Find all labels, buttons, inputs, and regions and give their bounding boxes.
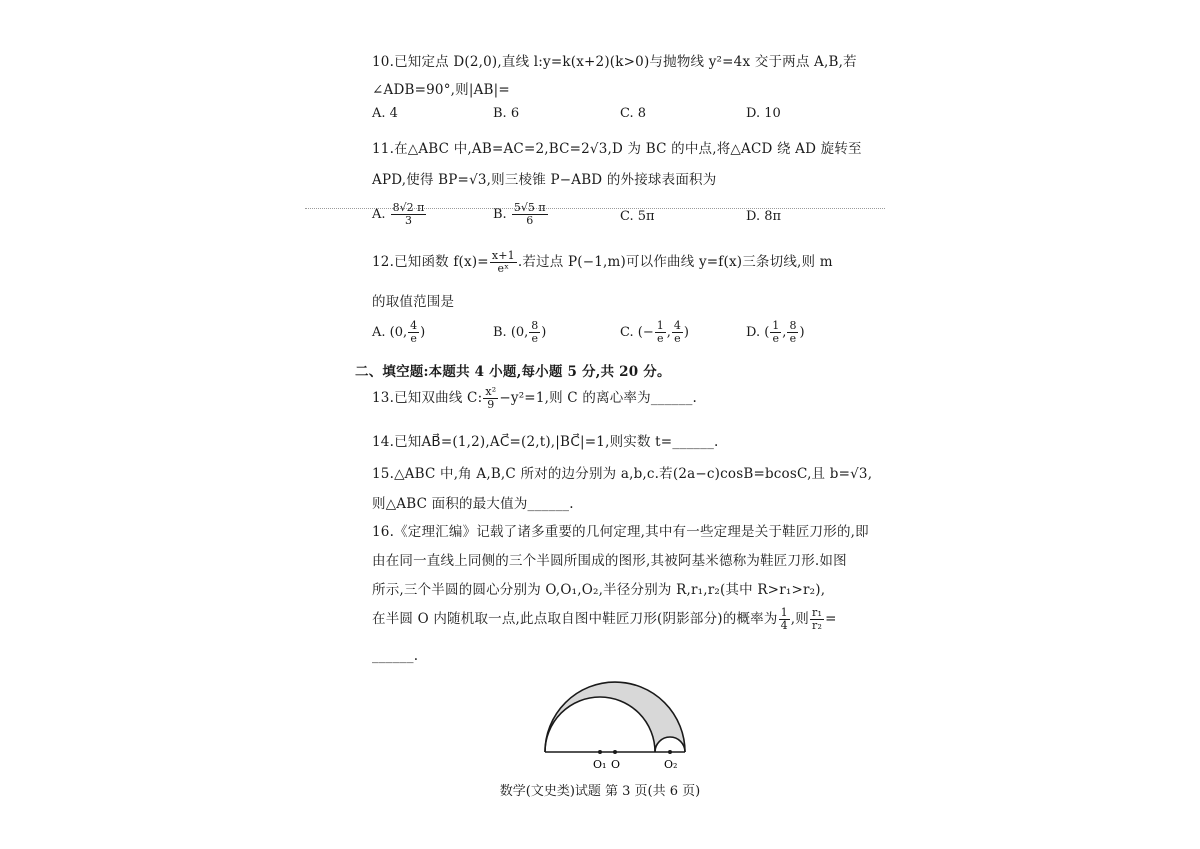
option-label: D. ( [746,325,770,340]
q13-line [372,386,697,411]
fraction [779,607,790,632]
numerator: 1 [656,319,664,332]
fraction [391,202,427,227]
numerator: 4 [673,319,681,332]
arbelos-figure [530,680,700,775]
fraction [529,320,540,345]
denominator: 6 [526,214,534,227]
q15-line2: 则△ABC 面积的最大值为______. [372,496,574,512]
page-footer: 数学(文史类)试题 第 3 页(共 6 页) [499,784,701,799]
q10-option-c: C. 8 [620,106,647,121]
numerator: 8 [531,319,539,332]
q16-line4-mid: ,则 [790,611,809,627]
numerator: 5√5 π [513,201,546,214]
numerator: x+1 [491,249,515,262]
q11-option-c: C. 5π [620,209,655,224]
denominator: e [772,332,780,345]
denominator: e [656,332,664,345]
fraction [672,320,683,345]
q16-line4-prefix: 在半圆 O 内随机取一点,此点取自图中鞋匠刀形(阴影部分)的概率为 [372,611,778,627]
q16-line3: 所示,三个半圆的圆心分别为 O,O₁,O₂,半径分别为 R,r₁,r₂(其中 R>r₁>r₂), [372,582,826,598]
q16-line4 [372,607,837,632]
q13-suffix: −y²=1,则 C 的离心率为______. [499,390,698,406]
option-label: B. (0, [493,325,529,340]
option-label: C. (− [620,325,654,340]
option-label: A. (0, [372,325,408,340]
q12-option-a [372,320,425,345]
section-heading: 二、填空题:本题共 4 小题,每小题 5 分,共 20 分。 [355,364,671,380]
q12-prefix: 12.已知函数 f(x)= [372,254,489,270]
q16-line4-end: = [825,611,837,627]
option-end: ) [420,325,426,340]
option-label: B. [493,207,507,222]
numerator: 8 [789,319,797,332]
q12-option-c [620,320,689,345]
denominator: e [410,332,417,345]
q11-option-a [372,202,427,227]
label-o1: O₁ [593,758,607,771]
q16-line2: 由在同一直线上同侧的三个半圆所围成的图形,其被阿基米德称为鞋匠刀形.如图 [372,553,847,569]
q16-line1: 16.《定理汇编》记载了诸多重要的几何定理,其中有一些定理是关于鞋匠刀形的,即 [372,524,869,540]
q16-answer-blank: ______. [372,648,419,664]
q15-line1: 15.△ABC 中,角 A,B,C 所对的边分别为 a,b,c.若(2a−c)cosB=bcosC,且 b=√3, [372,466,873,482]
option-sep: , [666,325,671,340]
q12-line2: 的取值范围是 [372,294,455,310]
fraction [810,607,824,632]
q12-line1 [372,250,833,275]
q11-option-b [493,202,549,227]
denominator: r₂ [811,619,823,632]
q10-option-b: B. 6 [493,106,520,121]
numerator: 1 [772,319,780,332]
denominator: eˣ [497,262,510,275]
fraction [512,202,548,227]
numerator: 8√2 π [392,201,425,214]
fraction [490,250,517,275]
fraction [787,320,798,345]
fraction [770,320,781,345]
denominator: e [789,332,797,345]
numerator: 4 [410,319,418,332]
option-sep: , [782,325,787,340]
denominator: e [531,332,539,345]
option-end: ) [683,325,689,340]
fraction [483,386,498,411]
q10-line2: ∠ADB=90°,则|AB|= [372,82,510,98]
q11-line1: 11.在△ABC 中,AB=AC=2,BC=2√3,D 为 BC 的中点,将△ACD 绕 AD 旋转至 [372,141,862,157]
q11-option-d: D. 8π [746,209,782,224]
shaded-region [545,682,685,752]
q11-line2: APD,使得 BP=√3,则三棱锥 P−ABD 的外接球表面积为 [372,172,717,188]
q10-option-d: D. 10 [746,106,781,121]
q10-option-a: A. 4 [372,106,398,121]
fraction [408,320,419,345]
denominator: 4 [780,619,788,632]
denominator: e [674,332,681,345]
option-label: A. [372,207,386,222]
option-end: ) [799,325,805,340]
q12-suffix: .若过点 P(−1,m)可以作曲线 y=f(x)三条切线,则 m [517,254,833,270]
q12-option-d [746,320,805,345]
q14-line: 14.已知AB⃗=(1,2),AC⃗=(2,t),|BC⃗|=1,则实数 t=______. [372,434,719,450]
option-end: ) [541,325,547,340]
fraction [655,320,666,345]
numerator: r₁ [811,606,823,619]
center-o1-dot [598,750,602,754]
q12-option-b [493,320,546,345]
q13-prefix: 13.已知双曲线 C: [372,390,483,406]
denominator: 9 [487,398,495,411]
q10-line1: 10.已知定点 D(2,0),直线 l:y=k(x+2)(k>0)与抛物线 y²=4x 交于两点 A,B,若 [372,54,857,70]
numerator: x² [485,385,497,398]
label-o2: O₂ [664,758,678,771]
center-o2-dot [668,750,672,754]
numerator: 1 [780,606,788,619]
label-o: O [611,758,621,771]
denominator: 3 [405,214,413,227]
center-o-dot [613,750,617,754]
